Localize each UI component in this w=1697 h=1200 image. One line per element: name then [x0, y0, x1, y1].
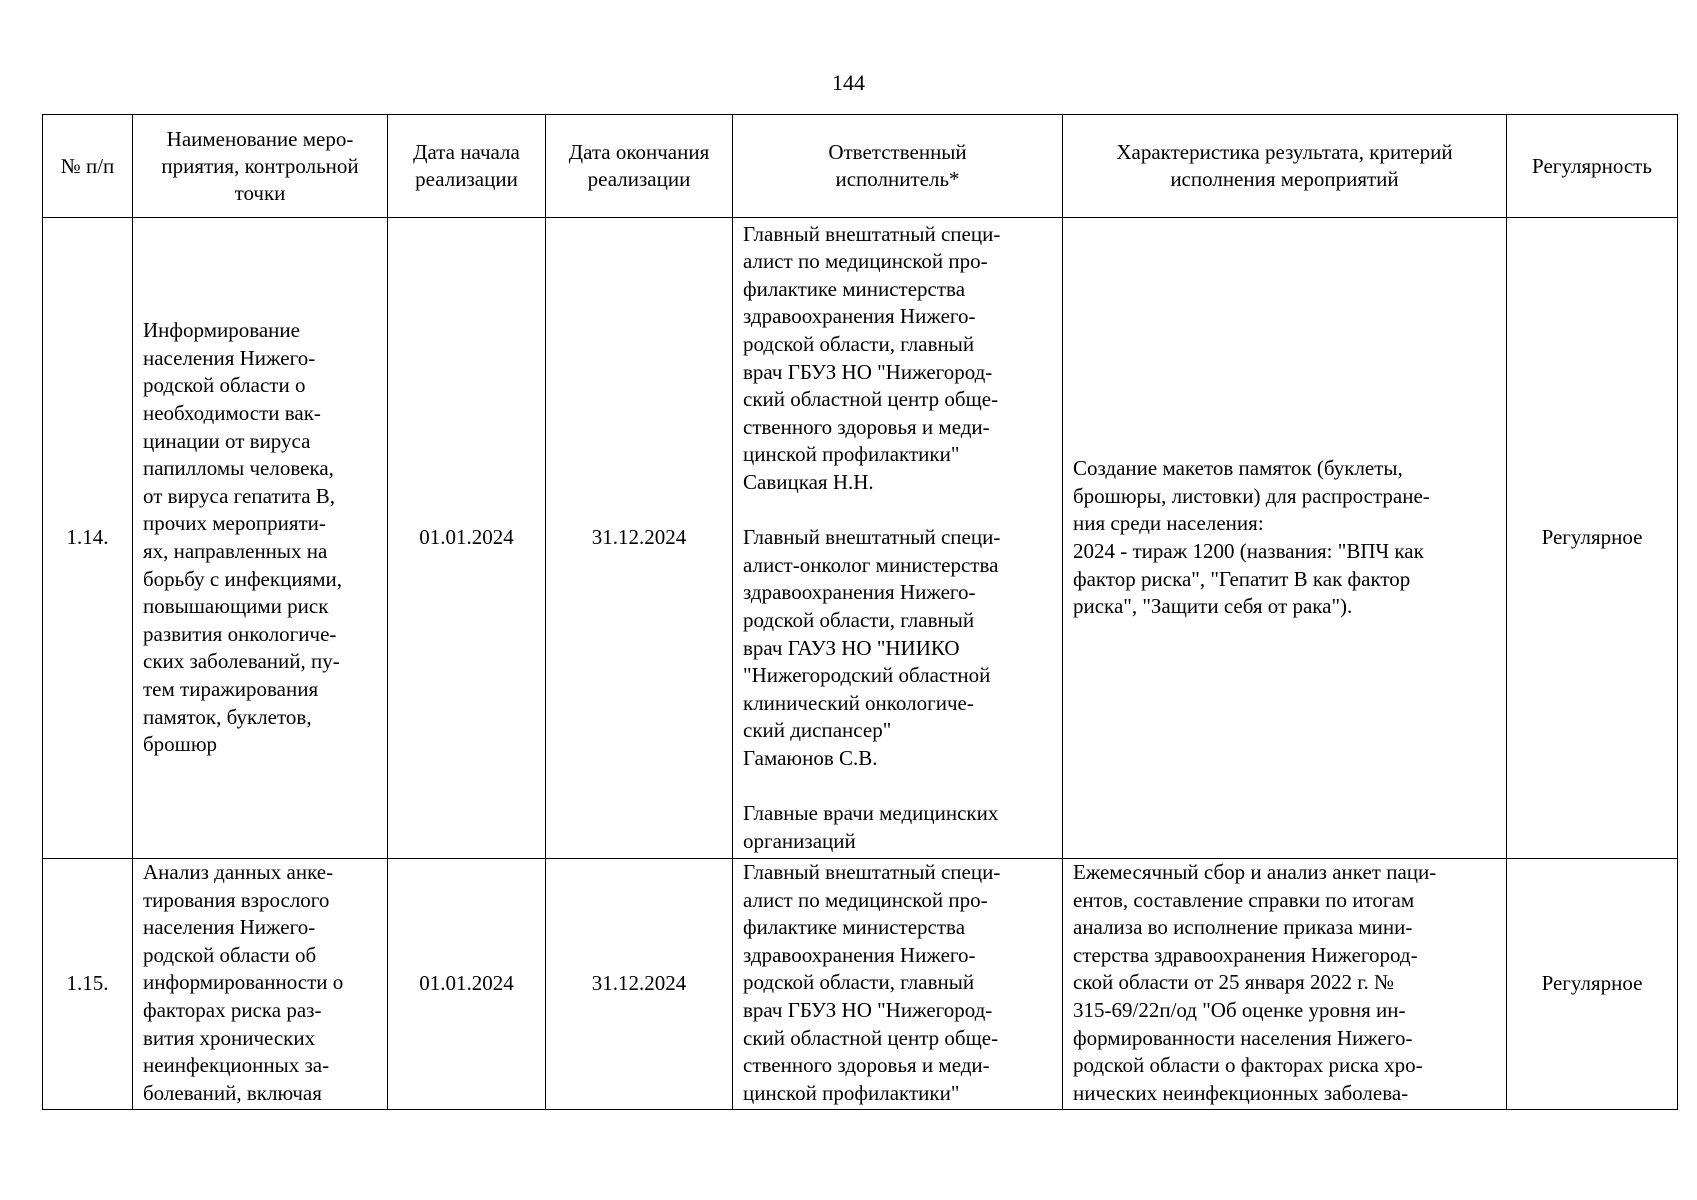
- header-start-date: Дата начала реализации: [388, 115, 546, 218]
- table-header: [43, 115, 1678, 218]
- regularity: Регулярное: [1507, 859, 1678, 1110]
- start-date: 01.01.2024: [388, 218, 546, 859]
- activity-name: Информирование населения Нижего- родской области о необходимости вак- цинации от вируса папилломы человека, от вируса гепатита В, прочих мероприяти- ях, направленных на борьбу с инфекциями, повышающими риск развития онкологиче- ских заболеваний, пу- тем тиражирования памяток, буклетов, брошюр: [133, 218, 388, 859]
- responsible-executor: Главный внештатный специ- алист по медицинской про- филактике министерства здравоохранения Нижего- родской области, главный врач ГБУЗ НО "Нижегород- ский областной центр обще- ственного здоровья и меди- цинской профилактики" Савицкая Н.Н. Главный внештатный специ- алист-онколог министерства здравоохранения Нижего- родской области, главный врач ГАУЗ НО "НИИКО "Нижегородский областной клинический онкологиче- ский диспансер" Гамаюнов С.В. Главные врачи медицинских организаций: [733, 218, 1063, 859]
- header-responsible: Ответственный исполнитель*: [733, 115, 1063, 218]
- table-row: [43, 218, 1678, 859]
- end-date: 31.12.2024: [546, 859, 733, 1110]
- row-number: 1.14.: [43, 218, 133, 859]
- activities-table: [42, 114, 1678, 1110]
- responsible-executor: Главный внештатный специ- алист по медицинской про- филактике министерства здравоохранения Нижего- родской области, главный врач ГБУЗ НО "Нижегород- ский областной центр обще- ственного здоровья и меди- цинской профилактики": [733, 859, 1063, 1110]
- activity-name: Анализ данных анке- тирования взрослого населения Нижего- родской области об информированности о факторах риска раз- вития хронических неинфекционных за- болеваний, включая: [133, 859, 388, 1110]
- page-number: 144: [832, 70, 865, 95]
- result-description: Создание макетов памяток (буклеты, брошюры, листовки) для распростране- ния среди населения: 2024 - тираж 1200 (названия: "ВПЧ как фактор риска", "Гепатит В как фактор риска", "Защити себя от рака").: [1063, 218, 1507, 859]
- row-number: 1.15.: [43, 859, 133, 1110]
- result-description: Ежемесячный сбор и анализ анкет паци- ентов, составление справки по итогам анализа во исполнение приказа мини- стерства здравоохранения Нижегород- ской области от 25 января 2022 г. № 315-69/22п/од "Об оценке уровня ин- формированности населения Нижего- родской области о факторах риска хро- нических неинфекционных заболева-: [1063, 859, 1507, 1110]
- regularity: Регулярное: [1507, 218, 1678, 859]
- start-date: 01.01.2024: [388, 859, 546, 1110]
- header-regularity: Регулярность: [1507, 115, 1678, 218]
- end-date: 31.12.2024: [546, 218, 733, 859]
- header-row: [43, 115, 1678, 218]
- header-end-date: Дата окончания реализации: [546, 115, 733, 218]
- header-num: № п/п: [43, 115, 133, 218]
- header-name: Наименование меро- приятия, контрольной точки: [133, 115, 388, 218]
- table-row: [43, 859, 1678, 1110]
- table-body: [43, 218, 1678, 1110]
- header-result: Характеристика результата, критерий исполнения мероприятий: [1063, 115, 1507, 218]
